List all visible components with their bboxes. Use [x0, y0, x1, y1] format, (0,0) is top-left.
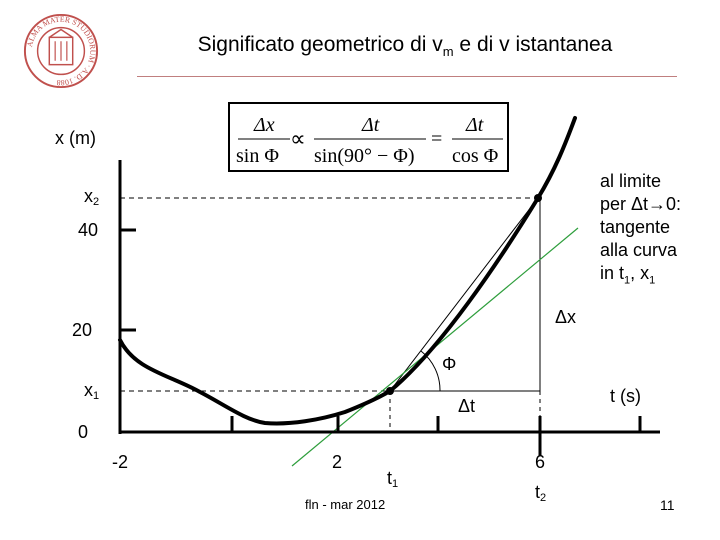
y-tick-label-20: 20 [72, 320, 93, 340]
phi-label: Φ [442, 354, 457, 374]
note-line-5-mid: , x [630, 263, 650, 283]
note-line-5 [600, 262, 681, 293]
y-axis-label: x (m) [55, 128, 96, 148]
page-number: 11 [660, 497, 675, 513]
t1-label-sub: 1 [392, 478, 399, 490]
formula-equals: = [431, 128, 443, 150]
x2-label-sub: 2 [93, 196, 100, 208]
formula-proportional: ∝ [290, 126, 306, 151]
x1-label-sub: 1 [93, 390, 100, 402]
t2-label [535, 482, 546, 504]
x2-label [84, 186, 99, 208]
formula-sin-90-phi: sin(90° − Φ) [314, 145, 415, 167]
note-line-5-sub2: 1 [649, 274, 656, 287]
point-t1-x1 [386, 387, 394, 395]
title-main: Significato geometrico di v [197, 33, 443, 56]
x1-label [84, 380, 99, 402]
x2-label-base: x [84, 186, 93, 206]
x-tick-label-2: 2 [332, 452, 343, 472]
secant-line [390, 198, 538, 391]
formula-dx-1: Δx [254, 114, 275, 136]
formula-dt-2: Δt [466, 114, 484, 136]
svg-text:ALMA MATER STUDIORUM · A.D. 10: ALMA MATER STUDIORUM · A.D. 1088 [25, 14, 98, 88]
t2-label-base: t [535, 482, 541, 502]
limit-note [600, 170, 681, 293]
y-tick-label-0: 0 [78, 422, 89, 442]
t1-label [387, 468, 398, 490]
delta-t-label: Δt [458, 396, 476, 416]
t2-label-sub: 2 [540, 492, 547, 504]
formula-sin-phi: sin Φ [236, 145, 279, 167]
note-line-1: al limite [600, 171, 662, 191]
note-line-5-pre: in t [600, 263, 625, 283]
note-line-3: tangente [600, 217, 671, 237]
title-rest: e di v istantanea [453, 33, 613, 56]
footer-text: fln - mar 2012 [305, 497, 386, 512]
x-tick-label-m2: -2 [112, 452, 129, 472]
point-t2-x2 [534, 194, 542, 202]
formula-dt-1: Δt [362, 114, 380, 136]
note-line-4: alla curva [600, 240, 678, 260]
x-tick-label-6: 6 [535, 452, 546, 472]
note-line-5-sub1: 1 [624, 274, 631, 287]
y-tick-label-40: 40 [78, 220, 99, 240]
x-axis-label: t (s) [610, 386, 641, 406]
formula-cos-phi: cos Φ [452, 145, 499, 167]
formula-box [228, 102, 509, 172]
t1-label-base: t [387, 468, 393, 488]
delta-x-label: Δx [555, 307, 577, 327]
note-line-2: per Δt→0: [600, 194, 682, 214]
title-subscript: m [442, 44, 454, 60]
x1-label-base: x [84, 380, 93, 400]
